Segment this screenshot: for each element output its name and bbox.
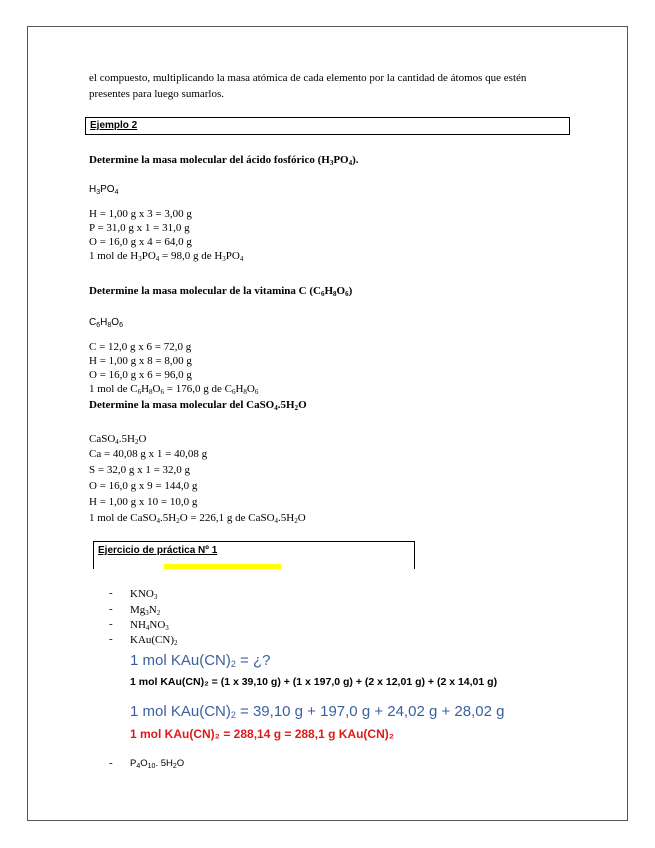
question-2-line-c: C = 12,0 g x 6 = 72,0 g bbox=[89, 341, 192, 353]
question-2-result: 1 mol de $C_6H_8O_6 = 176,0$ g de $C_6H_8O_6$ bbox=[89, 383, 259, 396]
question-3-line-h: H = 1,00 g x 10 = 10,0 g bbox=[89, 496, 198, 508]
question-3-title: Determine la masa molecular del $CaSO_4.5H_2O$ bbox=[89, 399, 307, 412]
item-mg3n2: $Mg_3N_2$ bbox=[130, 604, 161, 617]
example-2-header: Ejemplo 2 bbox=[90, 120, 138, 131]
solution-line-1: 1 mol $KAu(CN)_2$ = ¿? bbox=[130, 652, 271, 669]
bullet-dash: - bbox=[109, 633, 113, 645]
intro-line-2: presentes para luego sumarlos. bbox=[89, 88, 225, 100]
document-page bbox=[27, 26, 628, 821]
question-1-line-o: O = 16,0 g x 4 = 64,0 g bbox=[89, 236, 192, 248]
item-nh4no3: $NH_4NO_3$ bbox=[130, 619, 169, 632]
bullet-dash: - bbox=[109, 618, 113, 630]
question-1-line-h: H = 1,00 g x 3 = 3,00 g bbox=[89, 208, 192, 220]
question-1-result: 1 mol de $H_3PO_4 = 98,0$ g de $H_3PO_4$ bbox=[89, 250, 244, 263]
question-1-formula: $H_3PO_4$ bbox=[89, 184, 119, 196]
item-kno3: $KNO_3$ bbox=[130, 588, 158, 601]
question-1-line-p: P = 31,0 g x 1 = 31,0 g bbox=[89, 222, 190, 234]
bullet-dash: - bbox=[109, 587, 113, 599]
highlighted-text-fragment bbox=[164, 564, 281, 569]
question-2-formula: $C_6H_8O_6$ bbox=[89, 317, 123, 329]
question-3-result: 1 mol de $CaSO_4.5H_2O = 226,1$ g de $CaSO_4.5H_2O$ bbox=[89, 512, 306, 525]
question-1-title: Determine la masa molecular del ácido fosfórico $(H_3PO_4)$. bbox=[89, 154, 359, 167]
solution-line-3: 1 mol $KAu(CN)_2 = 39,10$ g + 197,0 g + 24,02 g + 28,02 g bbox=[130, 703, 505, 720]
question-3-line-o: O = 16,0 g x 9 = 144,0 g bbox=[89, 480, 198, 492]
example-2-header-box bbox=[85, 117, 570, 135]
question-2-title: Determine la masa molecular de la vitamina C $(C_6H_8O_6)$ bbox=[89, 285, 353, 298]
intro-line-1: el compuesto, multiplicando la masa atómica de cada elemento por la cantidad de átomos que estén bbox=[89, 72, 527, 84]
question-3-formula: $CaSO_4.5H_2O$ bbox=[89, 433, 147, 446]
item-kaucn2: $KAu(CN)_2$ bbox=[130, 634, 178, 647]
question-2-line-o: O = 16,0 g x 6 = 96,0 g bbox=[89, 369, 192, 381]
solution-line-2: 1 mol KAu(CN)₂ = (1 x 39,10 g) + (1 x 197,0 g) + (2 x 12,01 g) + (2 x 14,01 g) bbox=[130, 676, 498, 688]
bullet-dash: - bbox=[109, 603, 113, 615]
question-2-line-h: H = 1,00 g x 8 = 8,00 g bbox=[89, 355, 192, 367]
item-p4o10: $P_4O_{10}$. $5H_2O$ bbox=[130, 758, 185, 770]
solution-result: 1 mol KAu(CN)₂ = 288,14 g = 288,1 g KAu(CN)₂ bbox=[130, 727, 395, 741]
question-3-line-s: S = 32,0 g x 1 = 32,0 g bbox=[89, 464, 191, 476]
practice-header: Ejercicio de práctica Nº 1 bbox=[98, 545, 218, 556]
bullet-dash: - bbox=[109, 757, 113, 769]
question-3-line-ca: Ca = 40,08 g x 1 = 40,08 g bbox=[89, 448, 208, 460]
